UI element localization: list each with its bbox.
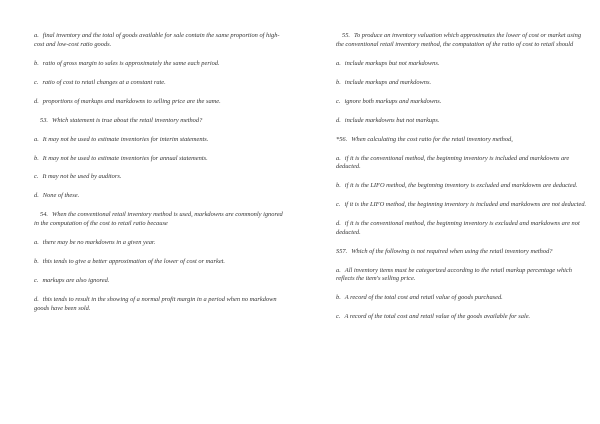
answer-option [34, 258, 286, 267]
option-text: final inventory and the total of goods available for sale contain the same proportion of high-cost and low-cost ratio goods. [34, 32, 280, 48]
option-text: ignore both markups and markdowns. [344, 97, 442, 105]
answer-option [34, 79, 286, 88]
option-label: b. [34, 258, 39, 266]
answer-option [34, 98, 286, 107]
answer-option [336, 60, 588, 69]
question-number: 54. [40, 211, 48, 219]
option-label: d. [34, 192, 39, 200]
left-column [34, 32, 286, 324]
option-label: a. [34, 135, 39, 143]
answer-option [34, 277, 286, 286]
answer-option [34, 239, 286, 248]
answer-option [336, 201, 588, 210]
option-text: proportions of markups and markdowns to selling price are the same. [42, 97, 221, 105]
answer-option [34, 173, 286, 182]
question-text: To produce an inventory valuation which approximates the lower of cost or market using the conventional retail inventory method, the computation of the ratio of cost to retail should [336, 32, 582, 48]
option-text: if it is the LIFO method, the beginning inventory is excluded and markdowns are deducted. [344, 182, 578, 190]
answer-option [34, 136, 286, 145]
option-text: A record of the total cost and retail value of goods purchased. [344, 294, 503, 302]
option-text: markups are also ignored. [42, 277, 110, 284]
question-number: *56. [336, 135, 348, 143]
answer-option [336, 182, 588, 191]
option-text: if it is the conventional method, the beginning inventory is included and markdowns are deducted. [336, 154, 570, 171]
option-label: c. [34, 173, 39, 181]
option-label: b. [336, 78, 341, 86]
option-label: a. [336, 59, 341, 67]
question-text: Which statement is true about the retail inventory method? [52, 116, 203, 124]
option-label: c. [336, 97, 341, 105]
option-text: ratio of gross margin to sales is approximately the same each period. [42, 59, 220, 67]
answer-option [336, 313, 588, 322]
option-label: c. [34, 78, 39, 86]
question-number: S57. [336, 247, 348, 255]
option-label: a. [34, 239, 39, 247]
option-label: d. [34, 97, 39, 105]
answer-option [336, 267, 588, 284]
option-label: d. [34, 295, 39, 303]
option-text: include markdowns but not markups. [344, 116, 440, 124]
question-text: When calculating the cost ratio for the retail inventory method, [351, 135, 513, 143]
option-label: b. [34, 154, 39, 162]
option-label: c. [336, 201, 341, 209]
answer-option [336, 79, 588, 88]
answer-option [34, 155, 286, 164]
question-text: Which of the following is not required when using the retail inventory method? [351, 247, 553, 255]
option-text: this tends to result in the showing of a normal profit margin in a period when no markdown goods have been sold. [34, 295, 277, 312]
option-label: a. [336, 266, 341, 274]
answer-option [336, 294, 588, 303]
option-label: c. [34, 277, 39, 284]
answer-option [336, 98, 588, 107]
option-label: b. [336, 182, 341, 190]
option-text: None of these. [42, 192, 80, 200]
option-label: d. [336, 220, 341, 228]
right-column [336, 32, 588, 332]
answer-option [34, 60, 286, 69]
option-text: It may not be used to estimate inventories for interim statements. [42, 135, 209, 143]
option-label: a. [34, 32, 39, 39]
question-stem [336, 248, 588, 257]
option-text: if it is the conventional method, the beginning inventory is excluded and markdowns are not deducted. [336, 220, 580, 236]
option-text: ratio of cost to retail changes at a constant rate. [42, 78, 166, 86]
option-label: c. [336, 313, 341, 321]
answer-option [34, 296, 286, 313]
question-stem [34, 117, 286, 126]
answer-option [336, 155, 588, 172]
answer-option [34, 192, 286, 201]
option-text: this tends to give a better approximation of the lower of cost or market. [42, 258, 226, 266]
question-text: When the conventional retail inventory method is used, markdowns are commonly ignored in the computation of the cost to retail ratio because [34, 211, 283, 228]
option-label: b. [336, 294, 341, 302]
answer-option [336, 220, 588, 237]
option-text: All inventory items must be categorized according to the retail markup percentage which reflects the item's selling price. [336, 266, 572, 283]
option-text: include markups but not markdowns. [344, 59, 440, 67]
question-number: 55. [342, 32, 350, 39]
option-label: b. [34, 59, 39, 67]
option-text: It may not be used to estimate inventories for annual statements. [42, 154, 208, 162]
question-stem [34, 211, 286, 228]
answer-option [336, 117, 588, 126]
question-stem [336, 136, 588, 145]
option-text: include markups and markdowns. [344, 78, 432, 86]
question-number: 53. [40, 116, 48, 124]
option-label: d. [336, 116, 341, 124]
option-text: if it is the LIFO method, the beginning inventory is included and markdowns are not deducted. [344, 201, 587, 209]
option-text: A record of the total cost and retail value of the goods available for sale. [344, 313, 531, 321]
option-label: a. [336, 154, 341, 162]
question-stem [336, 32, 588, 49]
answer-option [34, 32, 286, 49]
option-text: there may be no markdowns in a given year. [42, 239, 156, 247]
option-text: It may not be used by auditors. [42, 173, 122, 181]
